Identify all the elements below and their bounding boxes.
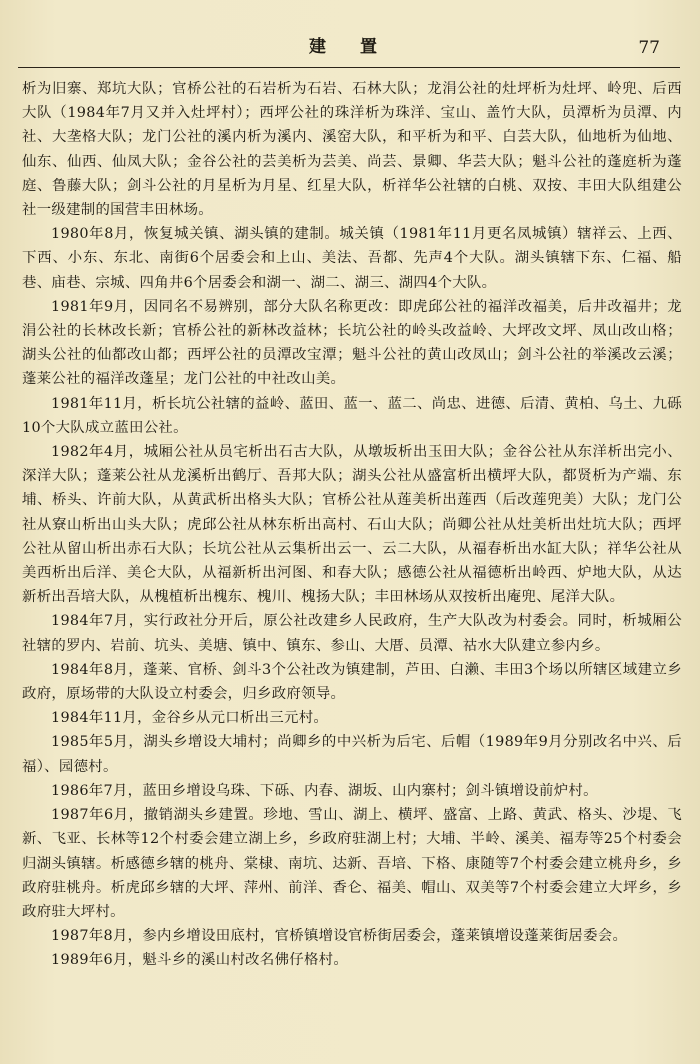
paragraph: 1987年8月，参内乡增设田底村，官桥镇增设官桥街居委会，蓬莱镇增设蓬莱街居委会。 (51, 928, 628, 945)
paragraph: 1981年11月，析长坑公社辖的益岭、蓝田、蓝一、蓝二、尚忠、进德、后清、黄柏、乌土、九砾10个大队成立蓝田公社。 (22, 395, 682, 436)
paragraph: 1986年7月，蓝田乡增设乌珠、下砾、内春、湖坂、山内寨村；剑斗镇增设前炉村。 (51, 782, 598, 799)
body-text (22, 77, 682, 973)
running-header (0, 36, 700, 62)
paragraph: 1987年6月，撤销湖头乡建置。珍地、雪山、湖上、横坪、盛富、上路、黄武、格头、沙堤、飞新、飞亚、长林等12个村委会建立湖上乡，乡政府驻湖上村；大埔、半岭、溪美、福寿等25个村委会归湖头镇辖。析感德乡辖的桃舟、棠棣、南坑、达新、吾培、下格、康随等7个村委会建立桃舟乡，乡政府驻桃舟。析虎邱乡辖的大坪、萍州、前洋、香仑、福美、帽山、双美等7个村委会建立大坪乡，乡政府驻大坪村。 (22, 807, 682, 920)
paragraph: 析为旧寨、郑坑大队；官桥公社的石岩析为石岩、石林大队；龙涓公社的灶坪析为灶坪、岭兜、后西大队（1984年7月又并入灶坪村）；西坪公社的珠洋析为珠洋、宝山、盖竹大队，员潭析为员潭、内社、大垄格大队；龙门公社的溪内析为溪内、溪窑大队，和平析为和平、白芸大队，仙地析为仙地、仙东、仙西、仙凤大队；金谷公社的芸美析为芸美、尚芸、景卿、华芸大队；魁斗公社的蓬庭析为蓬庭、鲁藤大队；剑斗公社的月星析为月星、红星大队，析祥华公社辖的白桃、双按、丰田大队组建公社一级建制的国营丰田林场。 (22, 81, 682, 219)
paragraph: 1984年8月，蓬莱、官桥、剑斗3个公社改为镇建制，芦田、白濑、丰田3个场以所辖区域建立乡政府，原场带的大队设立村委会，归乡政府领导。 (22, 661, 682, 703)
page-number: 77 (638, 38, 660, 58)
paragraph: 1980年8月，恢复城关镇、湖头镇的建制。城关镇（1981年11月更名凤城镇）辖祥云、上西、下西、小东、东北、南街6个居委会和上山、美法、吾都、先声4个大队。湖头镇辖下东、仁福、船巷、庙巷、宗城、四角井6个居委会和湖一、湖二、湖三、湖四4个大队。 (22, 226, 682, 291)
paragraph: 1984年7月，实行政社分开后，原公社改建乡人民政府，生产大队改为村委会。同时，析城厢公社辖的罗内、岩前、坑头、美塘、镇中、镇东、参山、大厝、员潭、祜水大队建立参内乡。 (22, 613, 682, 654)
paragraph: 1985年5月，湖头乡增设大埔村；尚卿乡的中兴析为后宅、后帽（1989年9月分别改名中兴、后福）、园德村。 (22, 734, 682, 775)
chapter-title: 建 置 (309, 37, 391, 57)
paragraph: 1989年6月，魁斗乡的溪山村改名佛仔格村。 (51, 952, 349, 969)
paragraph: 1984年11月，金谷乡从元口析出三元村。 (51, 710, 329, 727)
paragraph: 1981年9月，因同名不易辨别，部分大队名称更改：即虎邱公社的福洋改福美，后井改福井；龙涓公社的长林改长新；官桥公社的新林改益林；长坑公社的岭头改益岭、大坪改文坪、凤山改山格；湖头公社的仙都改山都；西坪公社的员潭改宝潭；魁斗公社的黄山改凤山；剑斗公社的举溪改云溪；蓬莱公社的福洋改蓬星；龙门公社的中社改山美。 (22, 298, 682, 388)
header-rule (18, 67, 680, 68)
paragraph: 1982年4月，城厢公社从员宅析出石古大队，从墩坂析出玉田大队；金谷公社从东洋析出完小、深洋大队；蓬莱公社从龙溪析出鹤厅、吾邦大队；湖头公社从盛富析出横坪大队，都贤析为产端、东埔、桥头、许前大队，从黄武析出格头大队；官桥公社从莲美析出莲西（后改莲兜美）大队；龙门公社从寮山析出山头大队；虎邱公社从林东析出高村、石山大队；尚卿公社从灶美析出灶坑大队；西坪公社从留山析出赤石大队；长坑公社从云集析出云一、云二大队，从福春析出水缸大队；祥华公社从美西析出后洋、美仑大队，从福新析出河图、和春大队；感德公社从福德析出岭西、炉地大队，从达新析出吾培大队，从槐植析出槐东、槐川、槐扬大队；丰田林场从双按析出庵兜、尾洋大队。 (22, 444, 682, 606)
